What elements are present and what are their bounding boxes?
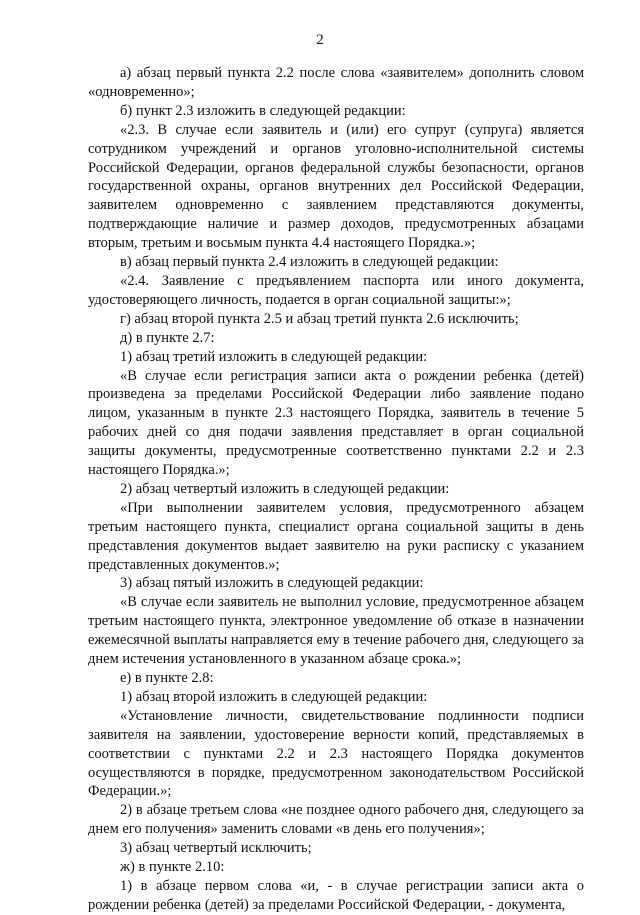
paragraph-amendment-v: в) абзац первый пункта 2.4 изложить в следующей редакции: <box>120 254 499 271</box>
paragraph-quote-refusal: «В случае если заявитель не выполнил условие, предусмотренное абзацем третьим настоящего пункта, электронное уведомление об отказе в назначении ежемесячной выплаты направляется ему в течение рабочего дня, следующего за днем истечения установленного в указанном абзаце срока.»; <box>88 594 584 668</box>
paragraph-quote-receipt: «При выполнении заявителем условия, предусмотренного абзацем третьим настоящего пункта, специалист органа социальной защиты в день представления документов выдает заявителю на руки расписку с указанием представленных документов.»; <box>88 499 584 573</box>
paragraph-quote-registration: «В случае если регистрация записи акта о рождении ребенка (детей) произведена за пределами Российской Федерации либо заявление подано лицом, указанным в пункте 2.3 настоящего Порядка, заявитель в течение 5 рабочих дней со дня подачи заявления представляет в орган социальной защиты документы, предусмотренные соответственно пунктами 2.2 и 2.3 настоящего Порядка.»; <box>88 367 584 479</box>
paragraph-item-2: 2) абзац четвертый изложить в следующей редакции: <box>120 480 450 497</box>
paragraph-quote-identity: «Установление личности, свидетельствование подлинности подписи заявителя на заявлении, удостоверение верности копий, представляемых в соответствии с пунктами 2.2 и 2.3 настоящего Порядка документов осуществляются в порядке, предусмотренном законодательством Российской Федерации.»; <box>88 707 584 800</box>
paragraph-amendment-zh: ж) в пункте 2.10: <box>120 859 225 876</box>
paragraph-clause-2-3: «2.3. В случае если заявитель и (или) его супруг (супруга) является сотрудником учреждений и органов уголовно-исполнительной системы Российской Федерации, органов федеральной службы безопасности, органов государственной охраны, органов внутренних дел Российской Федерации, заявителем одновременно с заявлением представляются документы, подтверждающие наличие и размер доходов, предусмотренных абзацами вторым, третьим и восьмым пункта 4.4 настоящего Порядка.»; <box>88 121 584 252</box>
paragraph-amendment-a: а) абзац первый пункта 2.2 после слова «заявителем» дополнить словом «одновременно»; <box>88 65 584 100</box>
paragraph-item-3-second: 3) абзац четвертый исключить; <box>120 840 312 857</box>
page-number: 2 <box>316 32 324 48</box>
paragraph-amendment-g: г) абзац второй пункта 2.5 и абзац третий пункта 2.6 исключить; <box>120 310 519 327</box>
paragraph-clause-2-4: «2.4. Заявление с предъявлением паспорта или иного документа, удостоверяющего личность, подается в орган социальной защиты:»; <box>88 272 584 308</box>
paragraph-item-1-third: 1) в абзаце первом слова «и, - в случае регистрации записи акта о рождении ребенка (детей) за пределами Российской Федерации, - документа, <box>88 877 584 913</box>
paragraph-amendment-e: е) в пункте 2.8: <box>120 670 214 686</box>
paragraph-item-1-second: 1) абзац второй изложить в следующей редакции: <box>120 688 428 705</box>
paragraph-item-1: 1) абзац третий изложить в следующей редакции: <box>120 348 428 365</box>
paragraph-item-2-second: 2) в абзаце третьем слова «не позднее одного рабочего дня, следующего за днем его получения» заменить словами «в день его получения»; <box>88 802 584 838</box>
paragraph-amendment-b: б) пункт 2.3 изложить в следующей редакции: <box>120 102 406 119</box>
paragraph-item-3: 3) абзац пятый изложить в следующей редакции: <box>120 575 424 592</box>
paragraph-amendment-d: д) в пункте 2.7: <box>120 329 215 346</box>
document-body <box>88 64 584 915</box>
